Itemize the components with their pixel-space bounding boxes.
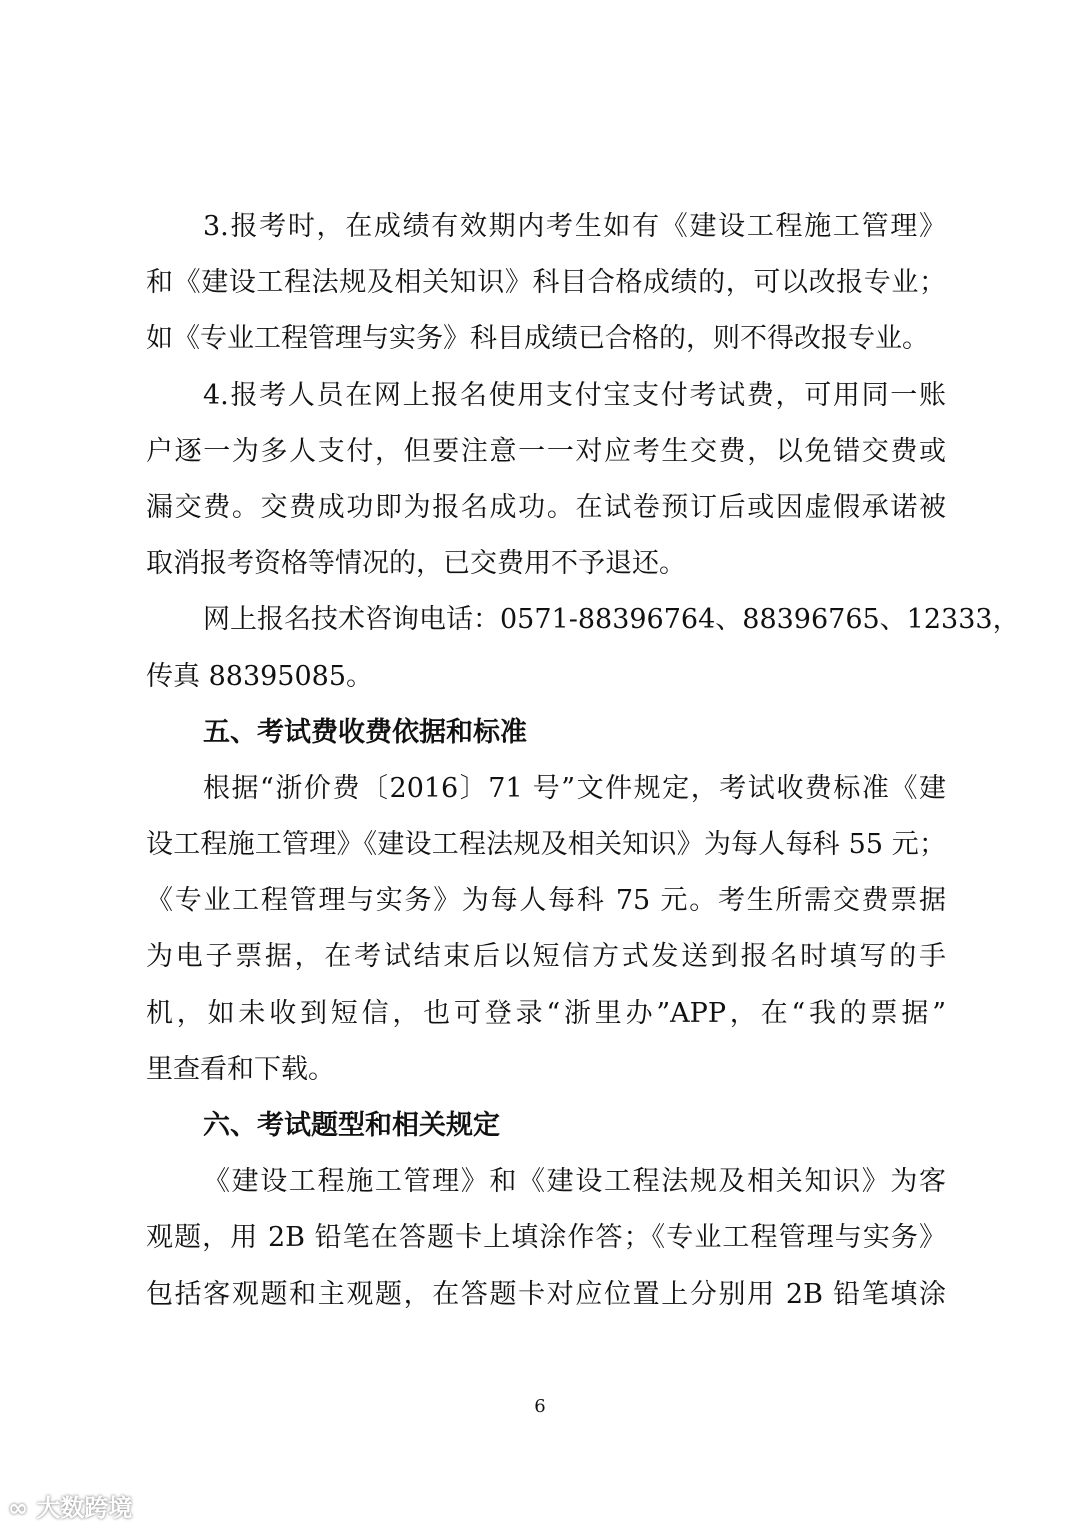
watermark-logo: ∞ 大数跨境 xyxy=(8,1494,133,1522)
paragraph-line: 漏交费。交费成功即为报名成功。在试卷预订后或因虚假承诺被 xyxy=(146,491,946,523)
paragraph-line: 观题，用 2B 铅笔在答题卡上填涂作答；《专业工程管理与实务》 xyxy=(146,1222,946,1254)
paragraph-line: 3.报考时，在成绩有效期内考生如有《建设工程施工管理》 xyxy=(203,211,946,242)
paragraph-line: 《建设工程施工管理》和《建设工程法规及相关知识》为客 xyxy=(203,1166,946,1198)
section-heading: 五、考试费收费依据和标准 xyxy=(203,716,527,748)
paragraph-line: 传真 88395085。 xyxy=(146,660,374,692)
paragraph-line: 包括客观题和主观题，在答题卡对应位置上分别用 2B 铅笔填涂 xyxy=(146,1278,946,1310)
paragraph-line: 设工程施工管理》《建设工程法规及相关知识》为每人每科 55 元； xyxy=(146,829,946,861)
paragraph-line: 里查看和下载。 xyxy=(146,1053,335,1085)
paragraph-line: 户逐一为多人支付，但要注意一一对应考生交费，以免错交费或 xyxy=(146,435,946,467)
paragraph-line: 网上报名技术咨询电话：0571-88396764、88396765、12333， xyxy=(203,604,1020,636)
paragraph-line: 取消报考资格等情况的，已交费用不予退还。 xyxy=(146,548,686,580)
page-number: 6 xyxy=(534,1396,546,1417)
paragraph-line: 为电子票据，在考试结束后以短信方式发送到报名时填写的手 xyxy=(146,941,946,973)
document-body xyxy=(146,206,1020,1330)
paragraph-line: 4.报考人员在网上报名使用支付宝支付考试费，可用同一账 xyxy=(203,379,946,411)
paragraph-line: 机，如未收到短信，也可登录“浙里办”APP，在“我的票据” xyxy=(146,997,946,1029)
watermark-text: 大数跨境 xyxy=(36,1494,133,1522)
section-heading: 六、考试题型和相关规定 xyxy=(203,1110,500,1141)
paragraph-line: 《专业工程管理与实务》为每人每科 75 元。考生所需交费票据 xyxy=(146,885,946,917)
paragraph-line: 如《专业工程管理与实务》科目成绩已合格的，则不得改报专业。 xyxy=(146,323,929,355)
paragraph-line: 根据“浙价费〔2016〕71 号”文件规定，考试收费标准《建 xyxy=(203,772,946,804)
paragraph-line: 和《建设工程法规及相关知识》科目合格成绩的，可以改报专业； xyxy=(146,267,946,299)
